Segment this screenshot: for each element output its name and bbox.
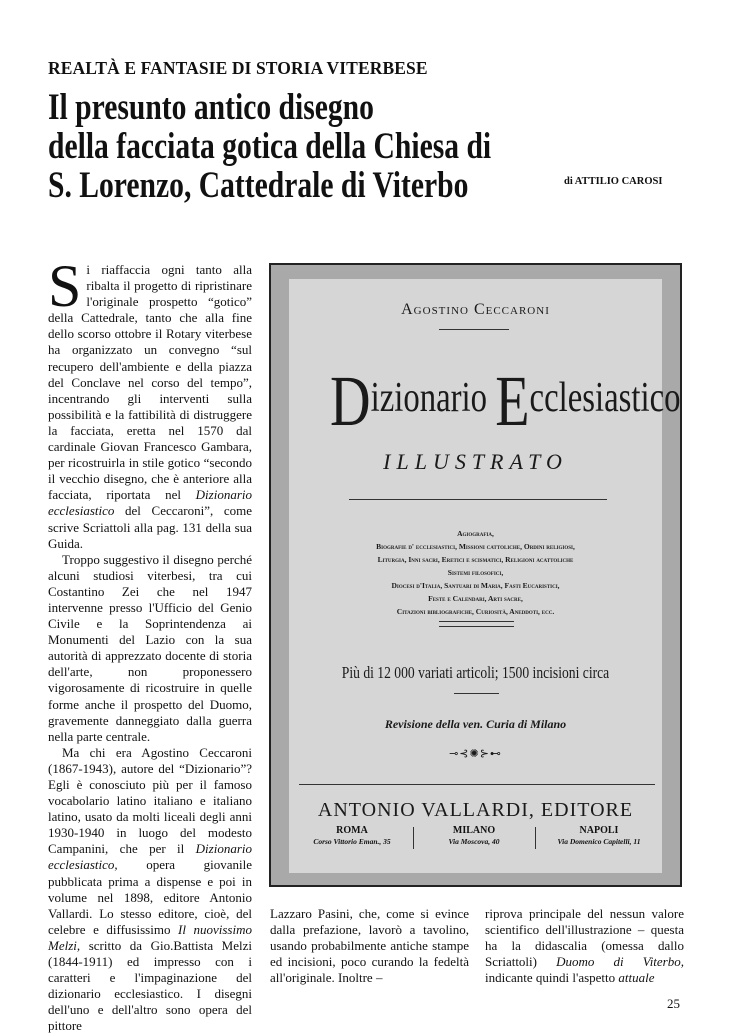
paragraph-1 xyxy=(48,253,252,552)
cover-plate xyxy=(289,279,681,873)
city-rome xyxy=(293,825,411,847)
paragraph-3 xyxy=(48,745,252,1035)
column-3-text-2: indicante quindi l'aspetto xyxy=(485,970,619,986)
column-3-italic-1: Duomo di Viterbo, xyxy=(556,954,684,970)
city-address: Corso Vittorio Eman., 35 xyxy=(313,837,391,846)
contents-line: Biografie d' ecclesiastici, Missioni cattoliche, Ordini religiosi, xyxy=(376,542,575,551)
divider-rule-3 xyxy=(439,626,514,627)
city-name: NAPOLI xyxy=(579,825,619,836)
city-separator xyxy=(413,827,414,849)
divider-rule-4 xyxy=(454,693,499,694)
paragraph-3-italic-2: Il nuovissimo Melzi, xyxy=(48,921,252,953)
contents-line: Feste e Calendari, Arti sacre, xyxy=(428,594,523,603)
column-2 xyxy=(270,906,469,986)
paragraph-1-end: del Ceccaroni”, come scrive Scriattoli alla pag. 131 della sua Guida. xyxy=(48,503,252,551)
book-cover-figure xyxy=(269,263,682,887)
paragraph-2: Troppo suggestivo il disegno perché alcuni studiosi viterbesi, tra cui Costantino Zei che nel 1947 intervenne presso l'Ufficio del Genio Civile e la Soprintendenza ai Monumenti del Lazio con la sua autorità di apprezzato docente di storia dell'arte, non proponessero vigorosamente di ricostruire in quelle forme anche il prospetto del Duomo, gravemente danneggiato dalla guerra nella parte centrale. xyxy=(48,551,252,744)
paragraph-3-text-c: scritto da Gio.Battista Melzi (1844-1911) ed impresso con i caratteri e l'impaginazione del dizionario ecclesiastico. I disegni dell'uno e dell'altro sono opera del pittore xyxy=(48,937,252,1034)
title-word-2: cclesiastico xyxy=(529,375,681,421)
contents-line: Agiografia, xyxy=(457,529,494,538)
paragraph-1-italic: Dizionario ecclesiastico xyxy=(48,487,252,519)
column-3-text: riprova principale del nessun valore scientifico dell'illustrazione – questa ha la didascalia (omessa dallo Scriattoli) xyxy=(485,906,684,970)
city-separator xyxy=(535,827,536,849)
title-line-1: Il presunto antico disegno xyxy=(48,87,374,128)
column-3 xyxy=(485,906,684,986)
divider-rule-2 xyxy=(439,621,514,622)
cover-contents xyxy=(289,527,662,618)
divider-rule-5 xyxy=(299,784,655,785)
section-kicker: REALTÀ E FANTASIE DI STORIA VITERBESE xyxy=(48,58,428,78)
contents-line: Citazioni bibliografiche, Curiosità, Aneddoti, ecc. xyxy=(396,607,555,616)
drop-cap: S xyxy=(48,253,82,319)
column-2-text: Lazzaro Pasini, che, come si evince dalla prefazione, lavorò a tavolino, usando probabilmente antiche stampe ed incisioni, poco curando la fedeltà all'originale. Inoltre – xyxy=(270,906,469,986)
paragraph-1-text: i riaffaccia ogni tanto alla ribalta il progetto di ripristinare l'originale prospetto “gotico” della Cattedrale, tanto che alla fine dello scorso ottobre il Rotary viterbese ha organizzato un convegno “sul recupero dell'ambiente e della piazza del Conclave nel corso del tempo”, incentrando gli interventi sulla possibilità e la fattibilità di distruggere la facciata, eretta nel 1570 dal cardinale Giovan Francesco Gambara, per ricostruirla in stile gotico “secondo il vecchio disegno, che è anteriore alla facciata, riportata nel xyxy=(48,262,252,503)
city-address: Via Domenico Capitelli, 11 xyxy=(557,837,641,846)
city-name: MILANO xyxy=(452,825,496,836)
city-milan xyxy=(415,825,533,847)
divider-rule-1 xyxy=(349,499,607,500)
paragraph-3-text-a: Ma chi era Agostino Ceccaroni (1867-1943), autore del “Dizionario”? Egli è conosciuto più per il famoso vocabolario latino italiano e italiano latino, usato da molti liceali degli anni 1930-1940 in luogo del modesto Campanini, che per il xyxy=(48,744,252,857)
city-address: Via Moscova, 40 xyxy=(448,837,500,846)
cover-subtitle: ILLUSTRATO xyxy=(383,449,568,474)
ornament-icon: ⊸⊰✺⊱⊷ xyxy=(449,748,502,760)
paragraph-3-text-b: opera giovanile pubblicata prima a dispense e poi in volume nel 1898, editore Antonio Vallardi. Lo stesso editore, cioè, del celebre e diffusissimo xyxy=(48,857,252,937)
column-1 xyxy=(48,253,252,1035)
title-line-3: S. Lorenzo, Cattedrale di Viterbo xyxy=(48,165,469,206)
cover-article-count: Più di 12 000 variati articoli; 1500 incisioni circa xyxy=(341,663,610,682)
article-title xyxy=(48,87,492,206)
column-3-italic-2: attuale xyxy=(618,970,655,986)
cover-author: Agostino Ceccaroni xyxy=(401,301,550,318)
title-cap-e: E xyxy=(495,361,530,441)
contents-line: Diocesi d'Italia, Santuari di Maria, Fasti Eucaristici, xyxy=(391,581,560,590)
cover-publisher: ANTONIO VALLARDI, EDITORE xyxy=(317,799,634,821)
ornament-rule xyxy=(439,329,509,330)
city-name: ROMA xyxy=(336,825,368,836)
byline: di ATTILIO CAROSI xyxy=(564,176,663,187)
page-number: 25 xyxy=(667,996,680,1011)
contents-line: Liturgia, Inni sacri, Eretici e scismatici, Religioni acattoliche xyxy=(377,555,574,564)
title-word-1: izionario xyxy=(370,375,496,421)
paragraph-3-italic-1: Dizionario ecclesiastico, xyxy=(48,841,252,873)
city-naples xyxy=(537,825,661,847)
title-cap-d: D xyxy=(330,361,371,441)
cover-revision: Revisione della ven. Curia di Milano xyxy=(384,717,567,731)
contents-line: Sistemi filosofici, xyxy=(447,568,504,577)
column-3-paragraph xyxy=(485,906,684,986)
title-line-2: della facciata gotica della Chiesa di xyxy=(48,126,492,167)
cover-title xyxy=(330,361,681,441)
